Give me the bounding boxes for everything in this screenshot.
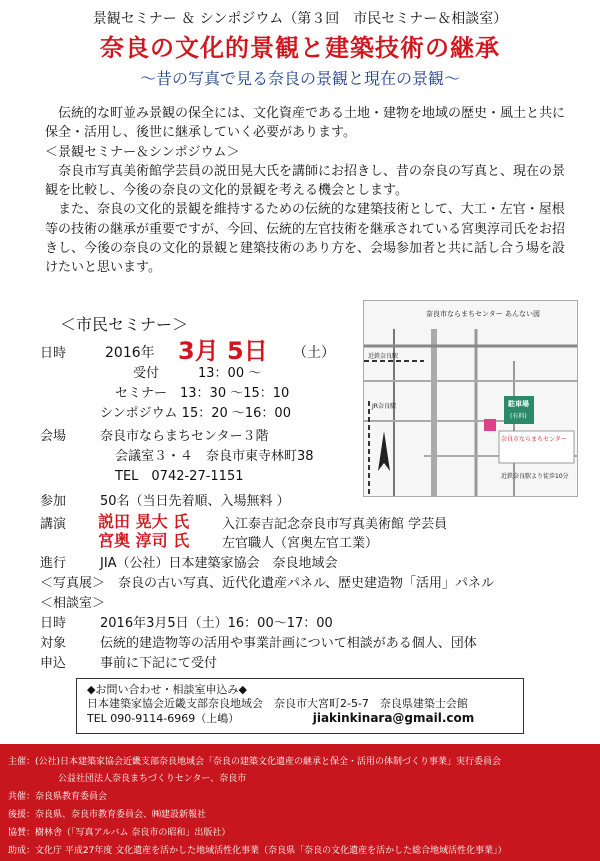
venue-map [363,300,578,497]
intro-heading: ＜景観セミナー＆シンポジウム＞ [45,144,240,160]
seminar-heading: ＜市民セミナー＞ [60,315,189,334]
footer-support: 後援：奈良県、奈良市教育委員会、㈱建設新報社 [8,810,207,820]
consult-target: 伝統的建造物等の活用や事業計画について相談がある個人、団体 [100,636,477,651]
consult-apply-label: 申込 [40,656,67,671]
participants-value: 50名（当日先着順、入場無料 ） [100,494,290,509]
speaker-2-title: 左官職人（宮奥左官工業） [222,536,379,551]
lecture-label: 講演 [40,517,67,532]
moderator-label: 進行 [40,556,67,571]
intro-paragraph-1: 伝統的な町並み景観の保全には、文化資産である土地・建物を地域の歴史・風土と共に保全・活用し、後世に継承していく必要があります。 [45,106,566,141]
consult-heading: ＜相談室＞ [40,596,106,611]
venue-name: 奈良市ならまちセンター３階 [100,429,269,444]
venue-room: 会議室３・４ 奈良市東寺林町38 [115,449,314,464]
map-station-kintetsu: 近鉄奈良駅 [368,353,399,360]
contact-org: 日本建築家協会近畿支部奈良地域会 奈良市大宮町2-5-7 奈良県建築士会館 [87,697,468,710]
map-station-jr: JR奈良駅 [372,403,396,410]
footer-cohost: 共催：奈良県教育委員会 [8,792,108,802]
map-note: 近鉄奈良駅より徒歩10分 [501,473,569,480]
contact-tel: TEL 090-9114-6969（上嶋） [87,712,240,725]
participants-label: 参加 [40,494,67,509]
venue-label: 会場 [40,429,67,444]
intro-paragraph-2: 奈良市写真美術館学芸員の説田晃大氏を講師にお招きし、昔の奈良の写真と、現在の景観を比較し、今後の奈良の文化的景観を考える機会とします。 [45,163,566,199]
page-title: 奈良の文化的景観と建築技術の継承 [100,33,500,62]
intro-paragraph-3: また、奈良の文化的景観を維持するための伝統的な建築技術として、大工・左官・屋根等の技術の継承が重要ですが、今回、伝統的左官技術を継承されている宮奥淳司氏をお招きし、今後の奈良の文化的景観と建築技術のあり方を、会場参加者と共に話し合う場を設けたいと思います。 [45,202,566,276]
page-subtitle: ～昔の写真で見る奈良の景観と現在の景観～ [139,69,460,88]
map-venue-label: 奈良市ならまちセンター [501,436,567,443]
contact-row [87,711,513,726]
consult-date: 2016年3月5日（土）16：00～17：00 [100,616,333,631]
footer-grant: 助成：文化庁 平成27年度 文化遺産を活かした地域活性化事業（奈良県「奈良の文化遺産を活かした総合地域活性化事業」） [8,846,507,856]
seminar-date: 3月 5日 [178,337,268,365]
consult-apply: 事前に下記にて受付 [100,656,218,671]
moderator-value: JIA（公社）日本建築家協会 奈良地域会 [100,556,338,571]
pretitle: 景観セミナー ＆ シンポジウム（第３回 市民セミナー＆相談室） [92,11,508,27]
seminar-weekday: （土） [293,345,335,361]
contact-box [76,678,524,734]
consult-target-label: 対象 [40,636,67,651]
map-title: 奈良市ならまちセンター あんない図 [426,310,540,318]
venue-tel: TEL 0742-27-1151 [115,469,244,484]
footer-sponsor: 協賛：樹林舎（「写真アルバム 奈良市の昭和」出版社） [8,828,231,838]
footer [0,744,600,861]
speaker-1-name: 説田 晃大 氏 [98,512,190,531]
photo-exhibit: ＜写真展＞ 奈良の古い写真、近代化遺産パネル、歴史建造物「活用」パネル [40,576,494,591]
contact-heading: ◆お問い合わせ・相談室申込み◆ [87,683,247,696]
speaker-1-title: 入江泰吉記念奈良市写真美術館 学芸員 [222,517,448,532]
speaker-2-name: 宮奥 淳司 氏 [98,531,190,550]
footer-organizer-2: 公益社団法人奈良まちづくりセンター、奈良市 [58,774,247,784]
seminar-year: 2016年 [105,345,155,361]
symposium-time: シンポジウム 15：20 ～16：00 [100,406,291,421]
intro-text [45,104,565,278]
seminar-time: セミナー 13：30 ～15：10 [115,386,290,401]
contact-email[interactable]: jiakinkinara@gmail.com [312,711,475,725]
reception-time: 受付 13：00 ～ [133,366,262,381]
map-parking-sub: (有料) [510,413,527,420]
map-graphic [364,301,577,496]
date-label: 日時 [40,346,67,361]
map-parking: 駐車場 [508,400,529,408]
footer-organizer: 主催：(公社)日本建築家協会近畿支部奈良地域会「奈良の建築文化遺産の継承と保全・活用の体制づくり事業」実行委員会 [8,757,502,767]
consult-date-label: 日時 [40,616,67,631]
